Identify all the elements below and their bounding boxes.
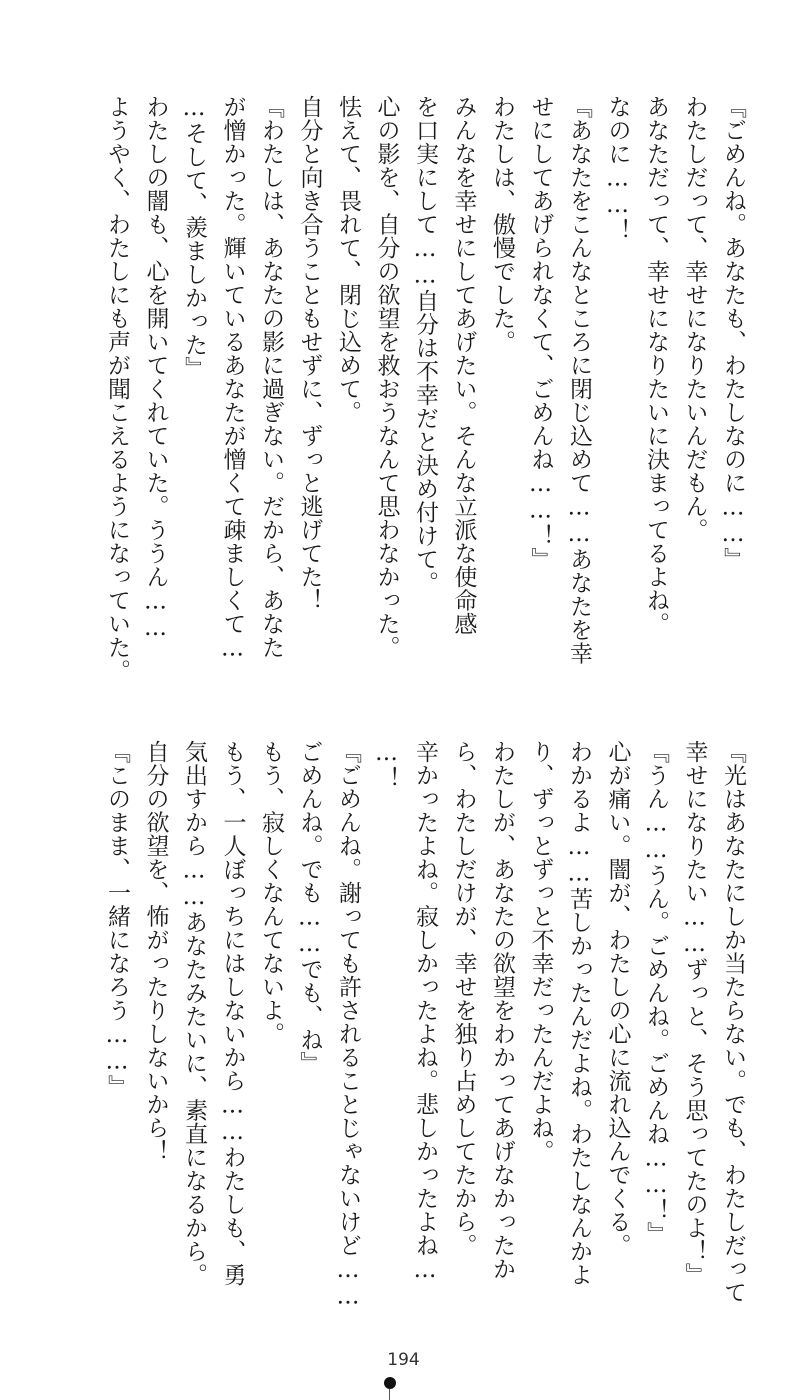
text-line: 心が痛い。闇が、わたしの心に流れ込んでくる。 xyxy=(604,740,631,1257)
text-line: あなただって、幸せになりたいに決まってるよね。 xyxy=(643,95,669,636)
text-line: 『ごめんね。あなたも、わたしなのに……』 xyxy=(720,95,746,571)
text-line: 『このまま、一緒になろう……』 xyxy=(104,740,130,1099)
text-line: なのに……！ xyxy=(604,95,631,242)
page-marker-line xyxy=(389,1389,390,1400)
text-line: ようやく、わたしにも声が聞こえるようになっていた。 xyxy=(104,95,130,683)
text-line: 怯えて、畏れて、閉じ込めて。 xyxy=(335,95,361,424)
text-line: り、ずっとずっと不幸だったんだよね。 xyxy=(527,740,554,1163)
text-line: 幸せになりたい……ずっと、そう思ってたのよ！』 xyxy=(681,740,708,1287)
page-number: 194 xyxy=(387,1350,420,1370)
text-line: もう、寂しくなんてないよ。 xyxy=(258,740,284,1046)
text-line: 気出すから……あなたみたいに、素直になるから。 xyxy=(181,740,207,1287)
text-line: もう、一人ぼっちにはしないから……わたしも、勇 xyxy=(219,740,246,1287)
text-line: 自分の欲望を、怖がったりしないから！ xyxy=(142,740,169,1163)
top-text-block xyxy=(98,95,753,695)
text-line: 心の影を、自分の欲望を救おうなんて思わなかった。 xyxy=(373,95,400,659)
text-line: わたしが、あなたの欲望をわかってあげなかったか xyxy=(489,740,515,1281)
text-line: 『光はあなたにしか当たらない。でも、わたしだって xyxy=(720,740,746,1304)
text-line: …そして、羨ましかった』 xyxy=(181,95,207,380)
text-line: わたしだって、幸せになりたいんだもん。 xyxy=(681,95,708,542)
text-line: 辛かったよね。寂しかったよね。悲しかったよね… xyxy=(412,740,438,1284)
text-line: みんなを幸せにしてあげたい。そんな立派な使命感 xyxy=(450,95,477,636)
text-line: わたしの闇も、心を開いてくれていた。ううん…… xyxy=(142,95,169,642)
text-line: …！ xyxy=(373,740,400,790)
text-line: 自分と向き合うこともせずに、ずっと逃げてた！ xyxy=(296,95,323,612)
text-line: を口実にして……自分は不幸だと決め付けて。 xyxy=(412,95,438,595)
text-line: 『ごめんね。謝っても許されることじゃないけど…… xyxy=(335,740,361,1310)
page-marker-dot xyxy=(384,1377,396,1389)
text-line: わかるよ……苦しかったんだよね。わたしなんかよ xyxy=(566,740,592,1287)
text-line: わたしは、傲慢でした。 xyxy=(489,95,515,354)
bottom-text-block xyxy=(98,740,753,1340)
text-line: ごめんね。でも……でも、ね』 xyxy=(296,740,323,1075)
text-line: せにしてあげられなくて、ごめんね……！』 xyxy=(527,95,554,571)
text-line: 『うん……うん。ごめんね。ごめんね……！』 xyxy=(643,740,669,1246)
text-line: 『わたしは、あなたの影に過ぎない。だから、あなた xyxy=(258,95,284,659)
text-line: が憎かった。輝いているあなたが憎くて疎ましくて… xyxy=(219,95,246,662)
text-line: 『あなたをこんなところに閉じ込めて……あなたを幸 xyxy=(566,95,592,665)
text-line: ら、わたしだけが、幸せを独り占めしてたから。 xyxy=(450,740,477,1257)
